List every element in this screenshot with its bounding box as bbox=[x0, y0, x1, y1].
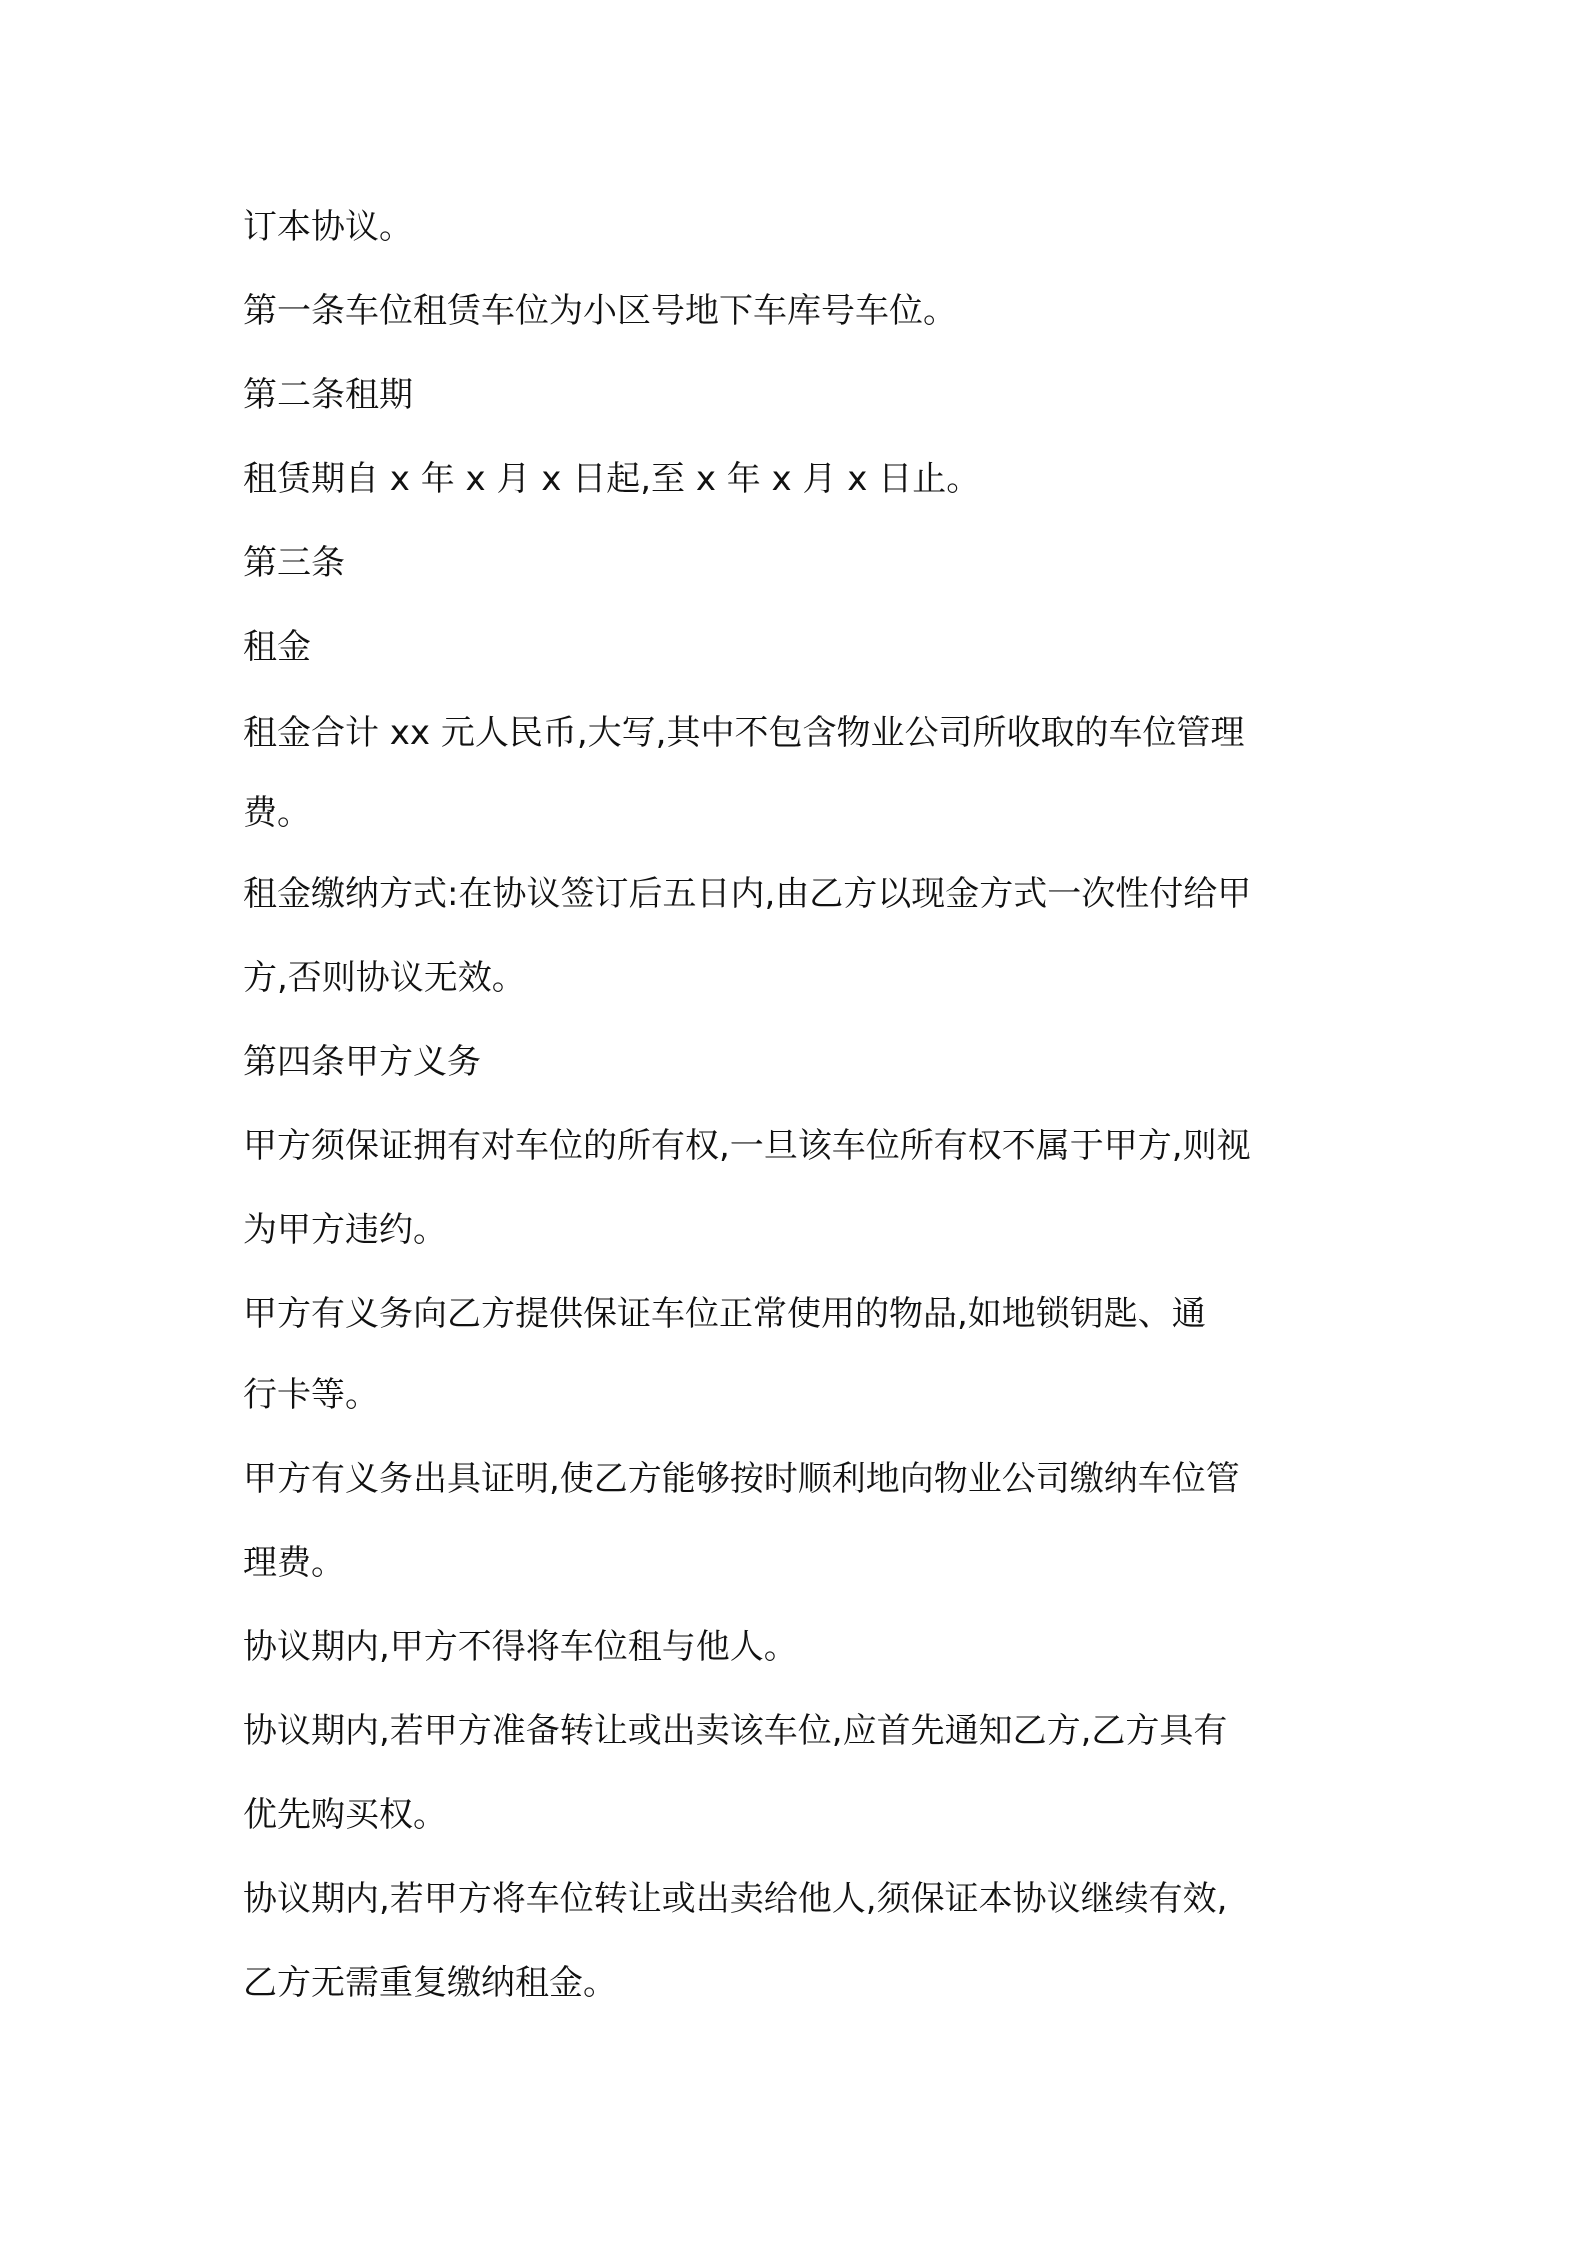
text-line: 理费。 bbox=[243, 1543, 345, 1583]
text-line: 行卡等。 bbox=[243, 1375, 379, 1415]
text-line: 为甲方违约。 bbox=[243, 1210, 447, 1250]
text-line: 协议期内,甲方不得将车位租与他人。 bbox=[243, 1627, 798, 1667]
article-4-heading: 第四条甲方义务 bbox=[243, 1042, 481, 1082]
text-line: 方,否则协议无效。 bbox=[243, 958, 526, 998]
text-line: 租金 bbox=[243, 627, 311, 667]
text-line: 费。 bbox=[243, 793, 311, 833]
text-line: 租金缴纳方式:在协议签订后五日内,由乙方以现金方式一次性付给甲 bbox=[243, 874, 1252, 914]
text-line: 甲方有义务向乙方提供保证车位正常使用的物品,如地锁钥匙、通 bbox=[243, 1294, 1206, 1334]
text-line: 租赁期自 x 年 x 月 x 日起,至 x 年 x 月 x 日止。 bbox=[243, 459, 981, 499]
text-line: 甲方须保证拥有对车位的所有权,一旦该车位所有权不属于甲方,则视 bbox=[243, 1126, 1251, 1166]
article-1-heading: 第一条车位租赁车位为小区号地下车库号车位。 bbox=[243, 291, 957, 331]
article-2-heading: 第二条租期 bbox=[243, 375, 413, 415]
text-line: 订本协议。 bbox=[243, 207, 413, 247]
article-3-heading: 第三条 bbox=[243, 543, 345, 583]
text-line: 租金合计 xx 元人民币,大写,其中不包含物业公司所收取的车位管理 bbox=[243, 713, 1245, 753]
text-line: 甲方有义务出具证明,使乙方能够按时顺利地向物业公司缴纳车位管 bbox=[243, 1459, 1240, 1499]
text-line: 协议期内,若甲方将车位转让或出卖给他人,须保证本协议继续有效, bbox=[243, 1879, 1228, 1919]
text-line: 优先购买权。 bbox=[243, 1795, 447, 1835]
text-line: 协议期内,若甲方准备转让或出卖该车位,应首先通知乙方,乙方具有 bbox=[243, 1711, 1228, 1751]
text-line: 乙方无需重复缴纳租金。 bbox=[243, 1963, 617, 2003]
